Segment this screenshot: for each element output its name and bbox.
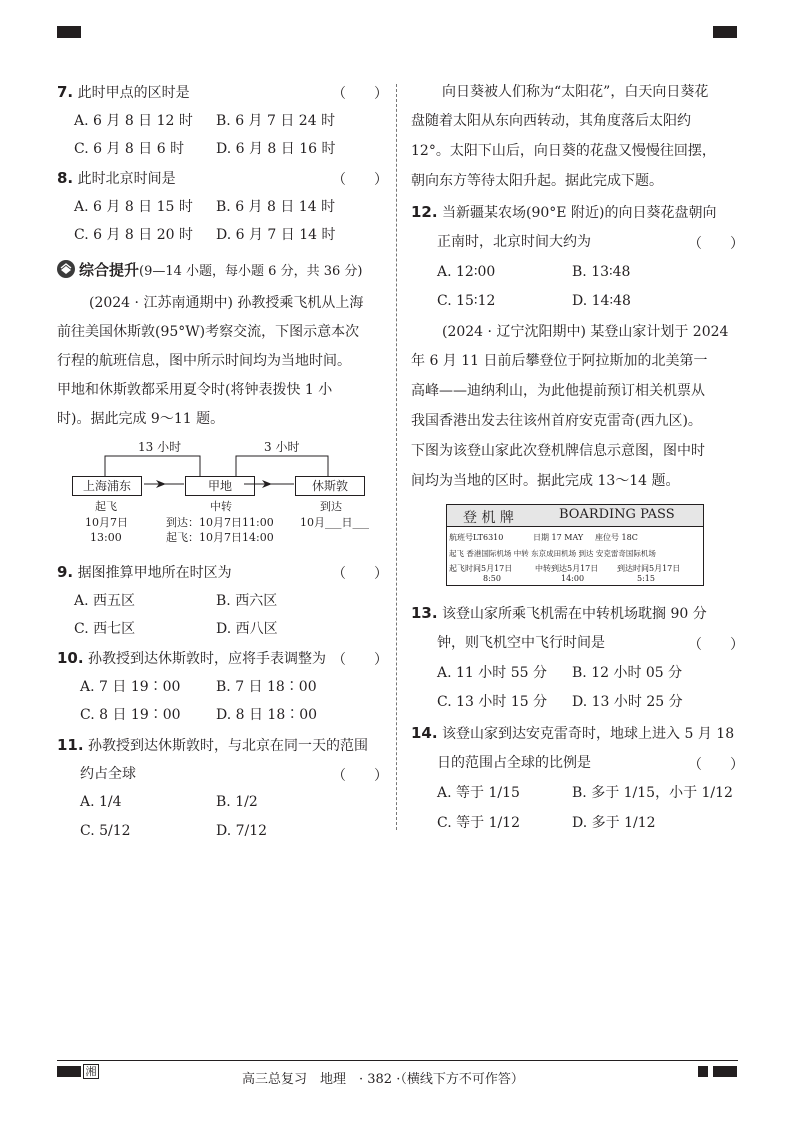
option-c: C. 等于 1/12 (437, 815, 521, 831)
intro-line: 甲地和休斯敦都采用夏令时(将钟表拨快 1 小 (57, 382, 333, 398)
question-number: 14. (411, 724, 438, 742)
intro-line: (2024 · 辽宁沈阳期中) 某登山家计划于 2024 (442, 324, 729, 340)
intro-line: 12°。太阳下山后，向日葵的花盘又慢慢往回摆， (411, 143, 716, 159)
question-8 (57, 169, 176, 188)
option-b: B. 6 月 8 日 14 时 (216, 199, 336, 215)
intro-line: 时)。据此完成 9～11 题。 (57, 411, 225, 427)
option-b: B. 1/2 (216, 794, 258, 810)
question-stem: 孙教授到达休斯敦时，与北京在同一天的范围 (88, 738, 369, 754)
option-a: A. 1/4 (80, 794, 122, 810)
question-stem-cont: 钟，则飞机空中飞行时间是 (437, 635, 605, 651)
option-d: D. 多于 1/12 (572, 815, 656, 831)
depart-date: 10月7日 (85, 516, 128, 529)
question-number: 9. (57, 563, 74, 581)
answer-bracket: （ ） (332, 768, 388, 784)
option-d: D. 13 小时 25 分 (572, 694, 683, 710)
transit-depart: 起飞：10月7日14:00 (166, 531, 274, 544)
option-a: A. 11 小时 55 分 (437, 665, 547, 681)
intro-line: 高峰——迪纳利山，为此他提前预订相关机票从 (411, 383, 705, 399)
option-d: D. 14∶48 (572, 293, 631, 309)
section-header (79, 261, 362, 281)
question-stem: 当新疆某农场(90°E 附近)的向日葵花盘朝向 (442, 205, 717, 221)
corner-mark-top-left (57, 26, 81, 38)
question-stem-cont: 日的范围占全球的比例是 (437, 755, 591, 771)
question-number: 7. (57, 83, 74, 101)
option-b: B. 多于 1/15，小于 1/12 (572, 785, 733, 801)
option-c: C. 5/12 (80, 823, 131, 839)
transit-time: 14:00 (561, 574, 585, 583)
intro-line: 我国香港出发去往该州首府安克雷奇(西九区)。 (411, 413, 702, 429)
question-number: 13. (411, 604, 438, 622)
depart-time: 13:00 (90, 531, 122, 544)
option-c: C. 6 月 8 日 6 时 (74, 141, 185, 157)
question-14 (411, 724, 734, 743)
question-number: 12. (411, 203, 438, 221)
question-number: 8. (57, 169, 74, 187)
arrive-time-label: 到达时间5月17日 (617, 564, 681, 573)
question-stem-cont: 约占全球 (80, 766, 136, 782)
option-d: D. 6 月 8 日 16 时 (216, 141, 336, 157)
option-c: C. 8 日 19∶00 (80, 707, 181, 723)
answer-bracket: （ ） (332, 566, 388, 582)
boarding-title-en: BOARDING PASS (559, 507, 675, 522)
intro-line: 间均为当地的区时。据此完成 13～14 题。 (411, 473, 680, 489)
footer-mark-left (57, 1066, 81, 1077)
option-b: B. 12 小时 05 分 (572, 665, 683, 681)
answer-bracket: （ ） (688, 757, 744, 773)
boarding-pass-header (447, 505, 703, 527)
option-c: C. 西七区 (74, 621, 136, 637)
question-11 (57, 736, 368, 755)
depart-label: 起飞 (95, 500, 117, 513)
section-title: 综合提升 (79, 261, 140, 279)
option-d: D. 8 日 18∶00 (216, 707, 318, 723)
question-10 (57, 649, 326, 668)
footer-text: 高三总复习 地理 · 382 ·（横线下方不可作答） (242, 1072, 524, 1087)
intro-line: 行程的航班信息，图中所示时间均为当地时间。 (57, 353, 351, 369)
option-a: A. 西五区 (74, 593, 136, 609)
transit-label: 中转 (210, 500, 232, 513)
option-b: B. 6 月 7 日 24 时 (216, 113, 336, 129)
corner-mark-top-right (713, 26, 737, 38)
option-c: C. 13 小时 15 分 (437, 694, 548, 710)
intro-line: 年 6 月 11 日前后攀登位于阿拉斯加的北美第一 (411, 353, 708, 369)
option-b: B. 13∶48 (572, 264, 631, 280)
option-d: D. 7/12 (216, 823, 268, 839)
depart-time: 8:50 (483, 574, 501, 583)
city-jia: 甲地 (185, 476, 255, 496)
city-houston: 休斯敦 (295, 476, 365, 496)
question-7 (57, 83, 190, 102)
question-number: 10. (57, 649, 84, 667)
arrive-blank: 10月___日___ (300, 516, 369, 529)
section-note: (9—14 小题，每小题 6 分，共 36 分) (139, 264, 363, 279)
column-divider (396, 84, 397, 830)
option-c: C. 15∶12 (437, 293, 496, 309)
leg2-duration: 3 小时 (264, 440, 300, 454)
transit-time-label: 中转到达5月17日 (535, 564, 599, 573)
intro-line: 前往美国休斯敦(95°W)考察交流，下图示意本次 (57, 324, 360, 340)
option-a: A. 6 月 8 日 15 时 (74, 199, 193, 215)
intro-line: (2024 · 江苏南通期中) 孙教授乘飞机从上海 (89, 295, 364, 311)
option-d: D. 6 月 7 日 14 时 (216, 227, 336, 243)
answer-bracket: （ ） (688, 236, 744, 252)
footer-mark-right-small (698, 1066, 708, 1077)
answer-bracket: （ ） (332, 172, 388, 188)
arrive-time: 5:15 (637, 574, 655, 583)
depart-time-label: 起飞时间5月17日 (449, 564, 513, 573)
transit-arrive: 到达：10月7日11:00 (166, 516, 274, 529)
question-stem: 该登山家所乘飞机需在中转机场耽搁 90 分 (442, 606, 707, 622)
question-stem: 此时甲点的区时是 (77, 85, 190, 101)
option-a: A. 12∶00 (437, 264, 496, 280)
intro-line: 朝向东方等待太阳升起。据此完成下题。 (411, 173, 663, 189)
question-13 (411, 604, 707, 623)
option-d: D. 西八区 (216, 621, 278, 637)
city-shanghai: 上海浦东 (72, 476, 142, 496)
option-a: A. 等于 1/15 (437, 785, 520, 801)
province-badge: 湘 (83, 1064, 99, 1079)
intro-line: 盘随着太阳从东向西转动，其角度落后太阳约 (411, 113, 691, 129)
arrive-label: 到达 (320, 500, 342, 513)
question-stem: 据图推算甲地所在时区为 (77, 565, 232, 581)
flight-number: 航班号LT6310 (449, 533, 504, 542)
seat-number: 座位号 18C (595, 533, 638, 542)
question-12 (411, 203, 716, 222)
question-stem-cont: 正南时，北京时间大约为 (437, 234, 591, 250)
answer-bracket: （ ） (688, 637, 744, 653)
question-number: 11. (57, 736, 84, 754)
intro-line: 向日葵被人们称为“太阳花”，白天向日葵花 (442, 84, 709, 100)
option-b: B. 7 日 18∶00 (216, 679, 317, 695)
option-c: C. 6 月 8 日 20 时 (74, 227, 193, 243)
section-icon (57, 260, 75, 278)
footer-rule (57, 1060, 738, 1061)
intro-line: 下图为该登山家此次登机牌信息示意图，图中时 (411, 443, 705, 459)
option-a: A. 6 月 8 日 12 时 (74, 113, 193, 129)
boarding-title-cn: 登 机 牌 (463, 510, 514, 526)
question-stem: 该登山家到达安克雷奇时，地球上进入 5 月 18 (442, 726, 735, 742)
answer-bracket: （ ） (332, 86, 388, 102)
answer-bracket: （ ） (332, 652, 388, 668)
question-stem: 此时北京时间是 (77, 171, 176, 187)
option-b: B. 西六区 (216, 593, 278, 609)
footer-mark-right (713, 1066, 737, 1077)
question-9 (57, 563, 232, 582)
flight-date: 日期 17 MAY (533, 533, 584, 542)
question-stem: 孙教授到达休斯敦时，应将手表调整为 (88, 651, 327, 667)
option-a: A. 7 日 19∶00 (80, 679, 181, 695)
boarding-pass (446, 504, 704, 586)
route: 起飞 香港国际机场 中转 东京成田机场 到达 安克雷奇国际机场 (449, 549, 656, 558)
leg1-duration: 13 小时 (138, 440, 182, 454)
